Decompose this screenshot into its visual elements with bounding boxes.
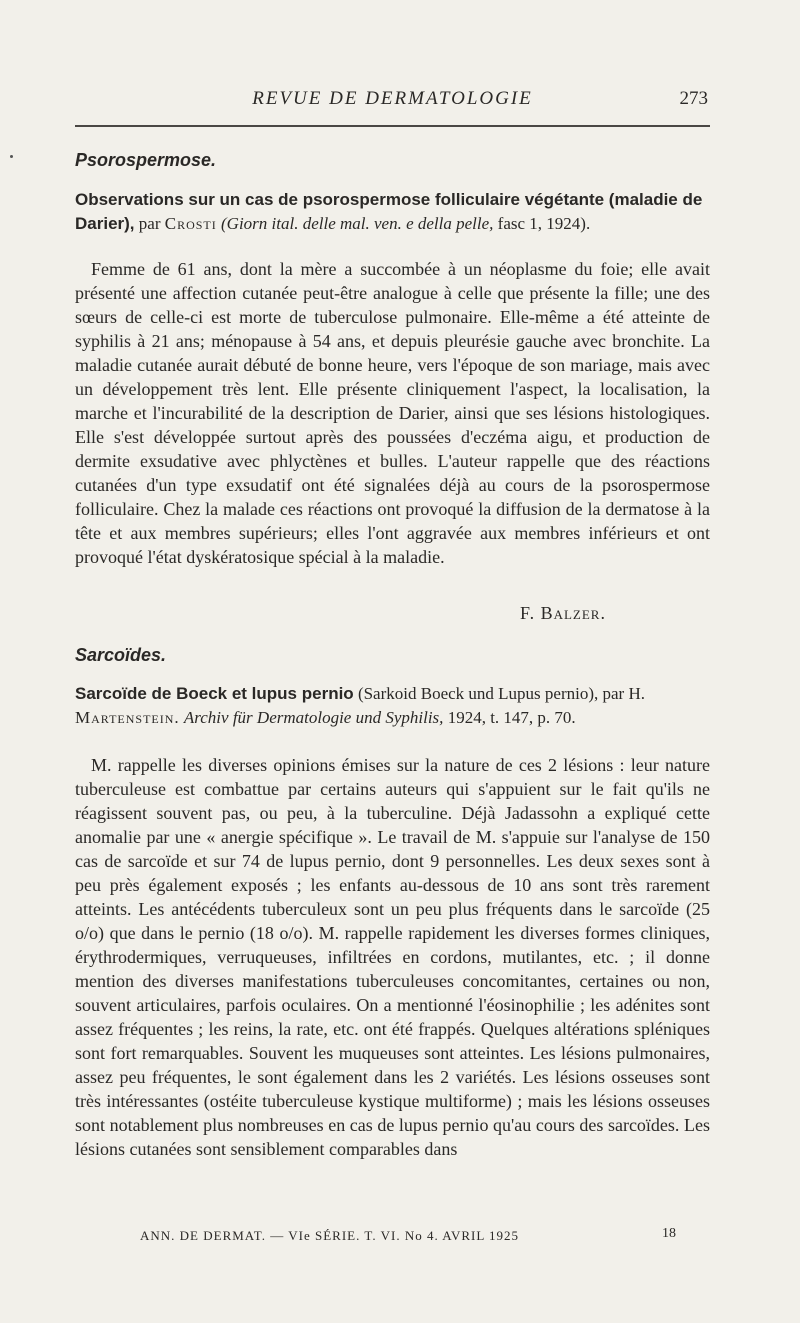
par-text: par — [138, 214, 161, 233]
header-rule — [75, 125, 710, 127]
article-title-darier — [75, 188, 710, 236]
source-journal: (Giorn ital. delle mal. ven. e della pelle, — [221, 214, 494, 233]
article-title-boeck — [75, 682, 710, 730]
section-heading-psorospermose: Psorospermose. — [75, 150, 217, 170]
article-title-text: Observations sur un cas de psorospermose folliculaire végétante (maladie de Darier), — [75, 190, 703, 233]
section-heading-sarcoides: Sarcoïdes. — [75, 645, 167, 665]
running-title: REVUE DE DERMATOLOGIE — [252, 88, 533, 109]
par-text: par H. — [602, 684, 645, 703]
reviewer-signature: F. Balzer. — [520, 603, 606, 623]
sheet-number: 18 — [662, 1226, 676, 1241]
page-number: 273 — [679, 88, 708, 109]
margin-mark — [10, 155, 13, 158]
footer-journal-line: ANN. DE DERMAT. — VIe SÉRIE. T. VI. No 4. AVRIL 1925 — [140, 1228, 520, 1243]
author-name: Crosti — [164, 214, 217, 233]
source-details: 1924, t. 147, — [447, 708, 534, 727]
abstract-body-boeck: M. rappelle les diverses opinions émises sur la nature de ces 2 lésions : leur nature tuberculeuse est combattue par certains auteurs qui s'appuient sur le fait qu'ils ne réagissent souvent pas, ou peu, à la tuberculine. Déjà Jadassohn a expliqué cette anomalie par une « anergie spécifique ». Le travail de M. s'appuie sur l'analyse de 150 cas de sarcoïde et sur 74 de lupus pernio, dont 9 personnelles. Les deux sexes sont à peu près également exposés ; les enfants au-dessous de 10 ans sont très rarement atteints. Les antécédents tuberculeux sont un peu plus fréquents dans le sarcoïde (25 o/o) que dans le pernio (18 o/o). M. rappelle rapidement les diverses formes cliniques, érythrodermiques, verruqueuses, infiltrées en cordons, mutilantes, etc. ; il donne mention des diverses manifestations tuberculeuses concomitantes, certaines ou non, souvent articulaires, parfois oculaires. On a mentionné l'éosinophilie ; les adénites sont assez fréquentes ; les reins, la rate, etc. ont été frappés. Quelques altérations spléniques sont fort remarquables. Souvent les muqueuses sont atteintes. Les lésions pulmonaires, assez peu fréquentes, le sont également dans les 2 variétés. Les lésions osseuses sont très intéressantes (ostéite tuberculeuse kystique multiforme) ; mais les lésions osseuses sont notablement plus nombreuses en cas de lupus pernio qu'au cours des sarcoïdes. Les lésions cutanées sont sensiblement comparables dans — [75, 755, 710, 1159]
source-pages: p. 70. — [537, 708, 576, 727]
original-title: (Sarkoid Boeck und Lupus pernio), — [357, 684, 599, 703]
abstract-body-darier: Femme de 61 ans, dont la mère a succombée à un néoplasme du foie; elle avait présenté une affection cutanée peut-être analogue à celle que présente la fille; une des sœurs de celle-ci est morte de tuberculose pulmonaire. Elle-même a été atteinte de syphilis à 21 ans; ménopause à 54 ans, et depuis pleurésie gauche avec bronchite. La maladie cutanée aurait débuté de bonne heure, vers l'époque de son mariage, mais avec un développement très lent. Elle présente cliniquement l'aspect, la localisation, la marche et l'incurabilité de la description de Darier, ainsi que ses lésions histologiques. Elle s'est développée surtout après des poussées d'eczéma aigu, et production de dermite exsudative avec phlyctènes et bulles. L'auteur rappelle que des réactions cutanées d'un type exsudatif ont été signalées déjà au cours de la psorospermose folliculaire. Chez la malade ces réactions ont provoqué la diffusion de la dermatose à la tête et aux membres supérieurs; elles l'ont aggravée aux membres inférieurs et ont provoqué l'état dyskératosique spécial à la maladie. — [75, 259, 710, 567]
author-name: Martenstein. — [75, 708, 180, 727]
source-details: fasc 1, 1924). — [497, 214, 591, 233]
article-title-text: Sarcoïde de Boeck et lupus pernio — [75, 684, 354, 703]
source-journal: Archiv für Dermatologie und Syphilis, — [183, 708, 444, 727]
running-header — [75, 88, 710, 118]
